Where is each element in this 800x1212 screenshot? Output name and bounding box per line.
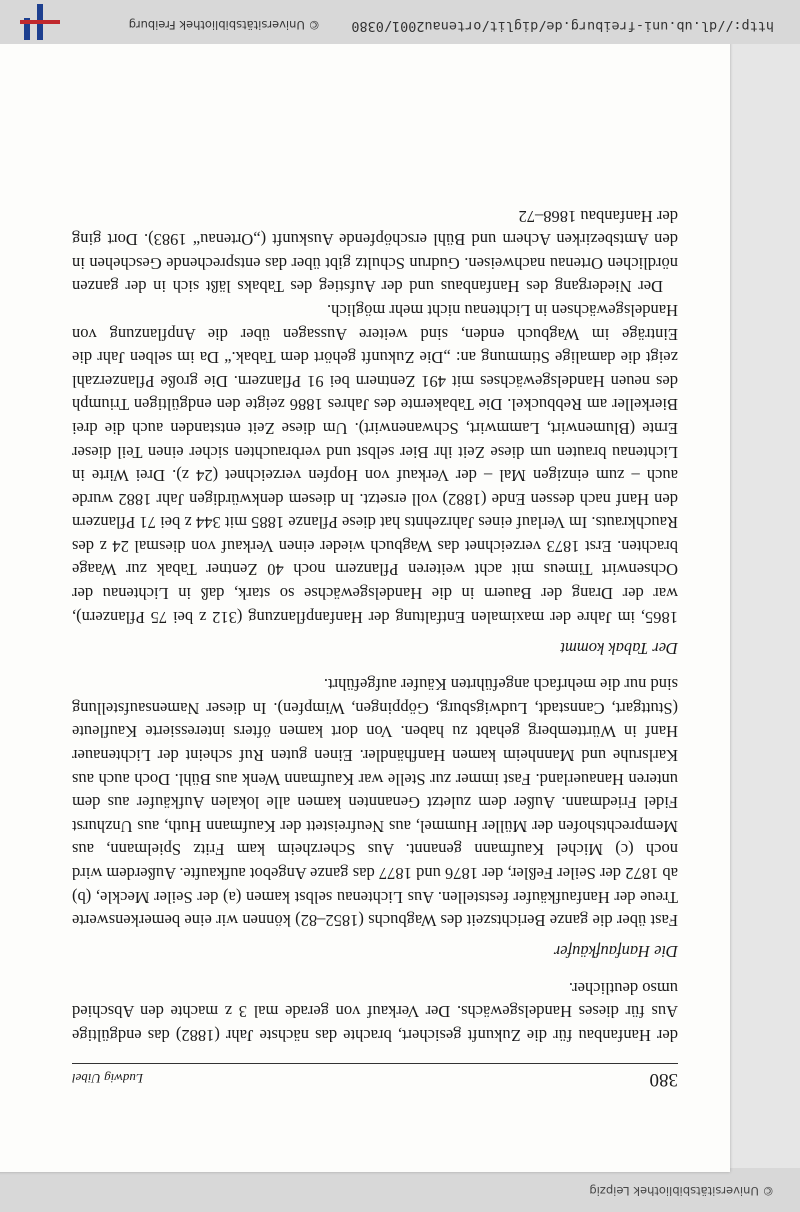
section-heading: Die Hanfaufkäufer <box>553 942 678 962</box>
section-heading: Der Tabak kommt <box>560 638 678 658</box>
copyright-notice: © Universitätsbibliothek Freiburg <box>128 18 320 32</box>
scanned-page <box>0 42 730 1172</box>
paragraph: Der Niedergang des Hanfanbaus und der Aufstieg des Tabaks läßt sich in der ganzen nördlichen Ortenau nachweisen. Gudrun Schultz gibt über das entsprechende Geschehen in den Amtsbezirken Achern und Bühl erschöpfende Auskunft („Ortenau“ 1983). Dort ging der Hanfanbau 1868–72 <box>72 206 678 297</box>
viewer-url-strip <box>0 0 800 44</box>
library-logo-icon <box>20 4 60 40</box>
copyright-notice-bottom: © Universitätsbibliothek Leipzig <box>589 1184 774 1198</box>
paragraph: der Hanfanbau für die Zukunft gesichert, brachte das nächste Jahr (1882) das endgültige Aus für dieses Handelsgewächs. Der Verkauf von gerade mal 3 z machte den Abschied umso deutlicher. <box>72 978 678 1045</box>
running-head <box>72 1063 678 1094</box>
page-number: 380 <box>649 1069 678 1090</box>
page-content <box>72 204 678 1094</box>
viewer-footer-strip <box>0 1168 800 1212</box>
paragraph: 1865, im Jahre der maximalen Entfaltung der Hanfanpflanzung (312 z bei 75 Pflanzern), war der Drang der Bauern in die Handelsgewächse so stark, daß in Lichtenau der Ochsenwirt Timeus mit acht weiteren Pflanzern noch 40 Zentner Tabak zur Waage brachten. Erst 1873 verzeichnet das Wagbuch wieder einen Verkauf von diesmal 24 z des Rauchkrauts. Im Verlauf eines Jahrzehnts hat diese Pflanze 1885 mit 344 z bei 71 Pflanzern den Hanf nach dessen Ende (1882) voll ersetzt. In diesem denkwürdigen Jahr 1882 wurde auch – zum einzigen Mal – der Verkauf von Hopfen verzeichnet (24 z). Drei Wirte in Lichtenau brauten um diese Zeit ihr Bier selbst und verbrauchten sicher einen Teil dieser Ernte (Blumenwirt, Lammwirt, Schwanenwirt). Um diese Zeit entstanden auch die drei Bierkeller am Rebbuckel. Die Tabakernte des Jahres 1886 zeigte den endgültigen Triumph des neuen Handelsgewächses mit 491 Zentnern bei 91 Pflanzern. Die große Pflanzerzahl zeigt die damalige Stimmung an: „Die Zukunft gehört dem Tabak.“ Da im selben Jahr die Einträge im Wagbuch enden, sind weitere Aussagen über die Anpflanzung von Handelsgewächsen in Lichtenau nicht mehr möglich. <box>72 300 678 627</box>
running-author: Ludwig Uibel <box>72 1071 144 1086</box>
paragraph: Fast über die ganze Berichtszeit des Wagbuchs (1852–82) können wir eine bemerkenswerte Treue der Hanfaufkäufer feststellen. Aus Lichtenau selbst kamen (a) der Seiler Meckle, (b) ab 1872 der Seiler Feßler, der 1876 und 1877 das ganze Angebot aufkaufte. Außerdem wird noch (c) Michel Kaufmann genannt. Aus Scherzheim kam Fritz Spielmann, aus Memprechtshofen der Müller Hummel, aus Neufreistett der Kaufmann Huth, aus Unzhurst Fidel Friedmann. Außer dem zuletzt Genannten kamen alle lokalen Aufkäufer aus dem unteren Hanauerland. Fast immer zur Stelle war Kaufmann Wenk aus Bühl. Doch auch aus Karlsruhe und Mannheim kamen Hanfhändler. Einen guten Ruf scheint der Lichtenauer Hanf in Württemberg gehabt zu haben. Von dort kamen öfters interessierte Kaufleute (Stuttgart, Cannstadt, Ludwigsburg, Göppingen, Wimpfen). In dieser Namensaufstellung sind nur die mehrfach angeführten Käufer aufgeführt. <box>72 675 678 931</box>
document-url[interactable]: http://dl.ub.uni-freiburg.de/diglit/ortenau2001/0380 <box>351 18 774 34</box>
